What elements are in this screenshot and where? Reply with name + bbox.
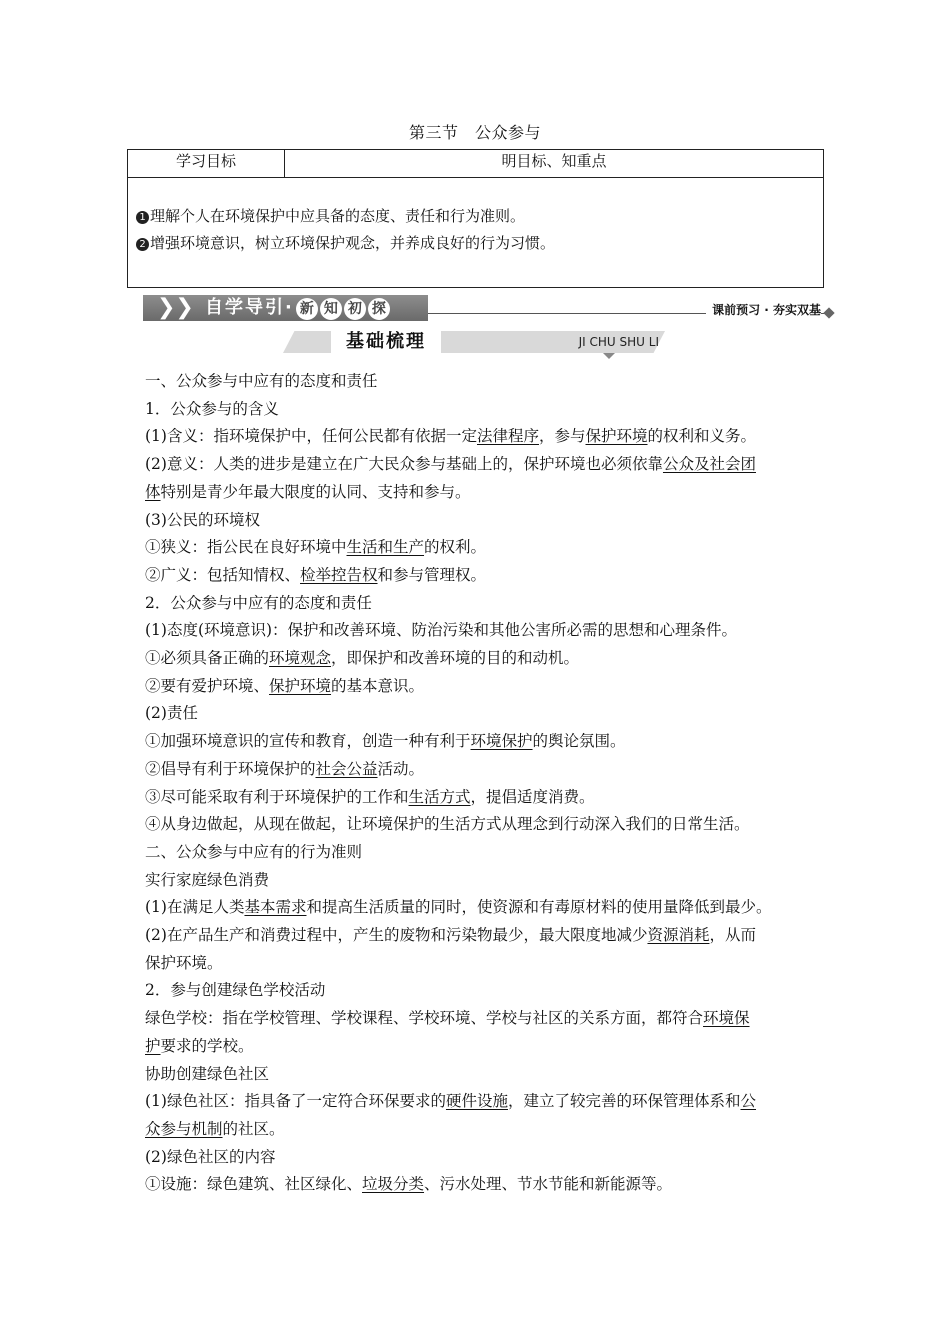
content-line: [145, 1144, 817, 1172]
line-text: ①狭义：指公民在良好环境中: [145, 538, 347, 557]
line-text: (1)态度(环境意识)：保护和改善环境、防治污染和其他公害所必需的思想和心理条件。: [145, 621, 738, 640]
double-chevron-icon: ❯❯: [157, 295, 194, 320]
answer-underlined: 基本需求: [244, 898, 307, 917]
sub-banner-pinyin: JI CHU SHU LI: [578, 335, 659, 349]
banner-title: [205, 295, 390, 321]
answer-underlined: 环境观念: [269, 649, 332, 668]
line-text: ，从而: [709, 926, 756, 945]
answer-underlined: 护: [145, 1036, 161, 1055]
answer-underlined: 环境保护: [470, 732, 533, 751]
content-line: [145, 977, 817, 1005]
line-text: 的权利和义务。: [647, 427, 757, 446]
content-line: [145, 562, 817, 590]
line-text: ①设施：绿色建筑、社区绿化、: [145, 1175, 363, 1194]
diamond-icon: [823, 307, 834, 318]
line-text: 和提高生活质量的同时，使资源和有毒原材料的使用量降低到最少。: [306, 898, 772, 917]
goal-list: [128, 178, 823, 257]
content-line: [145, 617, 817, 645]
content-line: [145, 1171, 817, 1199]
line-text: 的基本意识。: [331, 676, 425, 695]
answer-underlined: 硬件设施: [445, 1092, 508, 1111]
content-line: [145, 534, 817, 562]
line-text: 、污水处理、节水节能和新能源等。: [424, 1175, 673, 1194]
line-text: 保护环境。: [145, 953, 223, 972]
content-line: [145, 839, 817, 867]
line-text: 2．参与创建绿色学校活动: [145, 981, 326, 1000]
answer-underlined: 公众及社会团: [662, 455, 756, 474]
content-line: [145, 1061, 817, 1089]
content-line: [145, 645, 817, 673]
goal-header-left: 学习目标: [128, 150, 285, 177]
answer-underlined: 垃圾分类: [362, 1175, 425, 1194]
line-text: 实行家庭绿色消费: [145, 870, 270, 889]
line-text: ，参与: [538, 427, 586, 446]
line-text: ④从身边做起，从现在做起，让环境保护的生活方式从理念到行动深入我们的日常生活。: [145, 815, 750, 834]
line-text: ①必须具备正确的: [145, 649, 270, 668]
line-text: 一、公众参与中应有的态度和责任: [145, 372, 378, 390]
content-line: [145, 784, 817, 812]
content-line: [145, 479, 817, 507]
content-line: [145, 1033, 817, 1061]
line-text: (2)意义：人类的进步是建立在广大民众参与基础上的，保护环境也必须依靠: [145, 455, 663, 474]
banner-prefix: 自学导引: [205, 297, 285, 318]
banner-char: 知: [320, 298, 342, 320]
sub-banner-title: 基础梳理: [331, 331, 441, 353]
content-line: [145, 673, 817, 701]
number-badge-icon: 2: [136, 238, 149, 251]
line-text: ，即保护和改善环境的目的和动机。: [331, 649, 580, 668]
goal-item: [136, 230, 823, 257]
content-body: [145, 368, 817, 1199]
content-line: [145, 811, 817, 839]
line-text: (1)绿色社区：指具备了一定符合环保要求的: [145, 1092, 446, 1111]
banner-dot: ·: [285, 297, 294, 318]
banner-char: 初: [344, 298, 366, 320]
line-text: (2)责任: [145, 704, 198, 723]
banner-right-text: 课前预习 · 夯实双基: [706, 301, 821, 318]
content-line: [145, 1116, 817, 1144]
content-line: [145, 1005, 817, 1033]
goal-text: 理解个人在环境保护中应具备的态度、责任和行为准则。: [150, 207, 526, 225]
line-text: (2)在产品生产和消费过程中，产生的废物和污染物最少，最大限度地减少: [145, 926, 648, 945]
page-title: 第三节 公众参与: [408, 123, 541, 142]
content-line: [145, 867, 817, 895]
goal-text: 增强环境意识，树立环境保护观念，并养成良好的行为习惯。: [150, 234, 556, 252]
content-line: [145, 700, 817, 728]
banner-char: 新: [296, 298, 318, 320]
line-text: ，建立了较完善的环保管理体系和: [507, 1092, 741, 1111]
triangle-down-icon: [603, 353, 615, 359]
line-text: 2．公众参与中应有的态度和责任: [145, 593, 372, 612]
answer-underlined: 生活和生产: [346, 538, 425, 557]
line-text: 特别是青少年最大限度的认同、支持和参与。: [160, 482, 471, 501]
answer-underlined: 社会公益: [315, 759, 378, 778]
answer-underlined: 环境保: [703, 1009, 750, 1028]
content-line: [145, 950, 817, 978]
content-line: [145, 423, 817, 451]
line-text: 的社区。: [222, 1119, 285, 1138]
line-text: (1)在满足人类: [145, 898, 245, 917]
line-text: 活动。: [377, 759, 425, 778]
line-text: 的舆论氛围。: [532, 732, 626, 751]
sub-section-banner: [283, 331, 665, 357]
answer-underlined: 保护环境: [269, 676, 332, 695]
answer-underlined: 法律程序: [476, 427, 539, 446]
answer-underlined: 众参与机制: [145, 1119, 223, 1138]
goal-header-right: 明目标、知重点: [501, 152, 607, 170]
answer-underlined: 检举控告权: [300, 565, 378, 584]
line-text: ②倡导有利于环境保护的: [145, 759, 316, 778]
line-text: 绿色学校：指在学校管理、学校课程、学校环境、学校与社区的关系方面，都符合: [145, 1009, 704, 1028]
line-text: 要求的学校。: [160, 1036, 254, 1055]
goal-item: [136, 203, 823, 230]
content-line: [145, 1088, 817, 1116]
line-text: (1)含义：指环境保护中，任何公民都有依据一定: [145, 427, 477, 446]
line-text: (3)公民的环境权: [145, 510, 260, 529]
content-line: [145, 728, 817, 756]
answer-underlined: 生活方式: [408, 787, 471, 806]
line-text: 的权利。: [424, 538, 487, 557]
content-line: [145, 507, 817, 535]
content-line: [145, 396, 817, 424]
line-text: 二、公众参与中应有的行为准则: [145, 842, 363, 861]
banner-char: 探: [368, 298, 390, 320]
number-badge-icon: 1: [136, 211, 149, 224]
answer-underlined: 公: [740, 1092, 757, 1111]
content-line: [145, 590, 817, 618]
goal-table-header: [128, 150, 823, 178]
content-line: [145, 894, 817, 922]
learning-goal-table: [127, 149, 824, 288]
section-banner: [143, 293, 835, 323]
answer-underlined: 资源消耗: [647, 926, 710, 945]
answer-underlined: 体: [145, 482, 161, 501]
line-text: ②要有爱护环境、: [145, 676, 270, 695]
answer-underlined: 保护环境: [585, 427, 648, 446]
line-text: ③尽可能采取有利于环境保护的工作和: [145, 787, 409, 806]
line-text: ，提倡适度消费。: [470, 787, 595, 806]
line-text: 1．公众参与的含义: [145, 399, 279, 418]
line-text: 和参与管理权。: [377, 565, 487, 584]
content-line: [145, 451, 817, 479]
content-line: [145, 368, 817, 396]
content-line: [145, 922, 817, 950]
content-line: [145, 756, 817, 784]
line-text: ①加强环境意识的宣传和教育，创造一种有利于: [145, 732, 471, 751]
line-text: 协助创建绿色社区: [145, 1064, 270, 1083]
line-text: (2)绿色社区的内容: [145, 1147, 276, 1166]
line-text: ②广义：包括知情权、: [145, 565, 301, 584]
